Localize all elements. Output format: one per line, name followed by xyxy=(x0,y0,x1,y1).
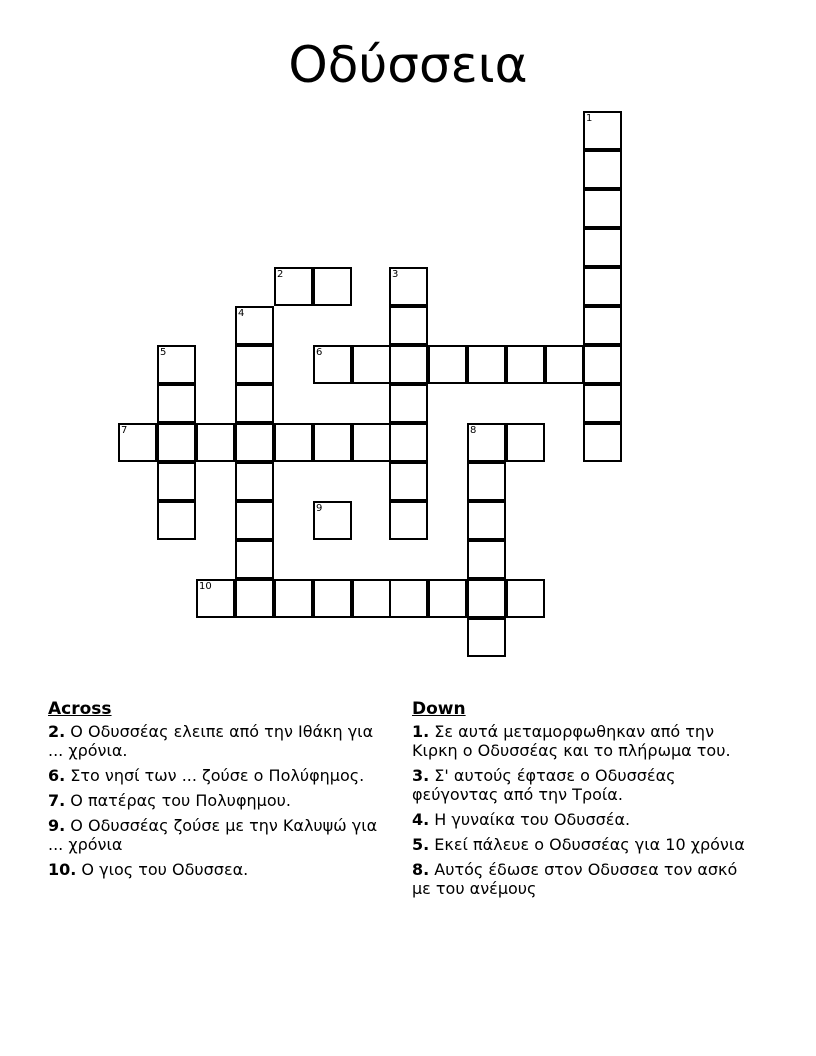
page-title: Οδύσσεια xyxy=(288,36,528,94)
grid-cell[interactable] xyxy=(274,579,313,618)
clue-number-label: 7 xyxy=(121,425,128,436)
clue-text: Η γυναίκα του Οδυσσέα. xyxy=(429,810,631,829)
grid-cell[interactable] xyxy=(583,267,622,306)
grid-cell[interactable] xyxy=(235,462,274,501)
grid-cell[interactable] xyxy=(313,267,352,306)
clue-number: 2. xyxy=(48,722,66,741)
grid-cell[interactable] xyxy=(545,345,584,384)
clue-number: 9. xyxy=(48,816,66,835)
clue-number-label: 4 xyxy=(238,308,245,319)
grid-cell[interactable] xyxy=(196,423,235,462)
clue-down-8 xyxy=(412,860,757,898)
grid-cell[interactable] xyxy=(235,345,274,384)
clue-number-label: 9 xyxy=(316,503,323,514)
clue-down-4 xyxy=(412,810,757,829)
grid-cell[interactable] xyxy=(235,306,274,345)
grid-cell[interactable] xyxy=(389,579,428,618)
grid-cell[interactable] xyxy=(506,579,545,618)
grid-cell[interactable] xyxy=(583,228,622,267)
clue-text: Ο Οδυσσέας ζούσε με την Καλυψώ για ... χρόνια xyxy=(48,816,378,854)
clue-text: Εκεί πάλευε ο Οδυσσέας για 10 χρόνια xyxy=(429,835,745,854)
grid-cell[interactable] xyxy=(583,111,622,150)
clue-number-label: 8 xyxy=(470,425,477,436)
clue-down-5 xyxy=(412,835,757,854)
clue-text: Σ' αυτούς έφτασε ο Οδυσσέας φεύγοντας από την Τροία. xyxy=(412,766,676,804)
clue-across-2 xyxy=(48,722,393,760)
clue-text: Ο πατέρας του Πολυφημου. xyxy=(65,791,291,810)
clue-number: 8. xyxy=(412,860,430,879)
grid-cell[interactable] xyxy=(583,306,622,345)
across-heading: Across xyxy=(48,699,112,719)
clue-number-label: 3 xyxy=(392,269,399,280)
grid-cell[interactable] xyxy=(118,423,157,462)
grid-cell[interactable] xyxy=(157,462,196,501)
grid-cell[interactable] xyxy=(313,345,352,384)
grid-cell[interactable] xyxy=(389,462,428,501)
grid-cell[interactable] xyxy=(467,540,506,579)
grid-cell[interactable] xyxy=(235,540,274,579)
clue-across-6 xyxy=(48,766,393,785)
clue-text: Στο νησί των ... ζούσε ο Πολύφημος. xyxy=(65,766,365,785)
grid-cell[interactable] xyxy=(506,345,545,384)
clue-across-7 xyxy=(48,791,393,810)
grid-cell[interactable] xyxy=(157,345,196,384)
grid-cell[interactable] xyxy=(389,423,428,462)
grid-cell[interactable] xyxy=(583,384,622,423)
clue-across-9 xyxy=(48,816,393,854)
grid-cell[interactable] xyxy=(389,306,428,345)
clue-number-label: 5 xyxy=(160,347,167,358)
grid-cell[interactable] xyxy=(467,501,506,540)
grid-cell[interactable] xyxy=(196,579,235,618)
grid-cell[interactable] xyxy=(274,423,313,462)
grid-cell[interactable] xyxy=(583,189,622,228)
grid-cell[interactable] xyxy=(352,579,391,618)
clue-across-10 xyxy=(48,860,393,879)
clue-number: 3. xyxy=(412,766,430,785)
grid-cell[interactable] xyxy=(428,579,467,618)
clue-down-3 xyxy=(412,766,757,804)
clue-number-label: 1 xyxy=(586,113,593,124)
grid-cell[interactable] xyxy=(157,384,196,423)
grid-cell[interactable] xyxy=(467,423,506,462)
grid-cell[interactable] xyxy=(235,579,274,618)
grid-cell[interactable] xyxy=(313,579,352,618)
grid-cell[interactable] xyxy=(583,345,622,384)
clue-text: Ο γιος του Οδυσσεα. xyxy=(76,860,249,879)
clue-number: 1. xyxy=(412,722,430,741)
across-clues xyxy=(48,700,393,885)
down-heading: Down xyxy=(412,699,466,719)
grid-cell[interactable] xyxy=(389,501,428,540)
clue-number: 10. xyxy=(48,860,77,879)
grid-cell[interactable] xyxy=(352,423,391,462)
grid-cell[interactable] xyxy=(157,501,196,540)
clue-text: Αυτός έδωσε στον Οδυσσεα τον ασκό με του ανέμους xyxy=(412,860,738,898)
grid-cell[interactable] xyxy=(467,618,506,657)
grid-cell[interactable] xyxy=(274,267,313,306)
clue-number-label: 2 xyxy=(277,269,284,280)
grid-cell[interactable] xyxy=(506,423,545,462)
grid-cell[interactable] xyxy=(467,579,506,618)
clue-text: Ο Οδυσσέας ελειπε από την Ιθάκη για ... χρόνια. xyxy=(48,722,374,760)
grid-cell[interactable] xyxy=(467,345,506,384)
grid-cell[interactable] xyxy=(389,267,428,306)
clue-number: 4. xyxy=(412,810,430,829)
grid-cell[interactable] xyxy=(389,384,428,423)
grid-cell[interactable] xyxy=(313,423,352,462)
clue-text: Σε αυτά μεταμορφωθηκαν από την Κιρκη ο Οδυσσέας και το πλήρωμα του. xyxy=(412,722,731,760)
clue-number: 5. xyxy=(412,835,430,854)
grid-cell[interactable] xyxy=(157,423,196,462)
grid-cell[interactable] xyxy=(428,345,467,384)
grid-cell[interactable] xyxy=(352,345,391,384)
grid-cell[interactable] xyxy=(389,345,428,384)
grid-cell[interactable] xyxy=(235,423,274,462)
grid-cell[interactable] xyxy=(583,150,622,189)
grid-cell[interactable] xyxy=(313,501,352,540)
grid-cell[interactable] xyxy=(235,501,274,540)
grid-cell[interactable] xyxy=(583,423,622,462)
grid-cell[interactable] xyxy=(467,462,506,501)
clue-number: 6. xyxy=(48,766,66,785)
grid-cell[interactable] xyxy=(235,384,274,423)
clue-number: 7. xyxy=(48,791,66,810)
clue-down-1 xyxy=(412,722,757,760)
clue-number-label: 6 xyxy=(316,347,323,358)
clue-number-label: 10 xyxy=(199,581,212,592)
down-clues xyxy=(412,700,757,904)
